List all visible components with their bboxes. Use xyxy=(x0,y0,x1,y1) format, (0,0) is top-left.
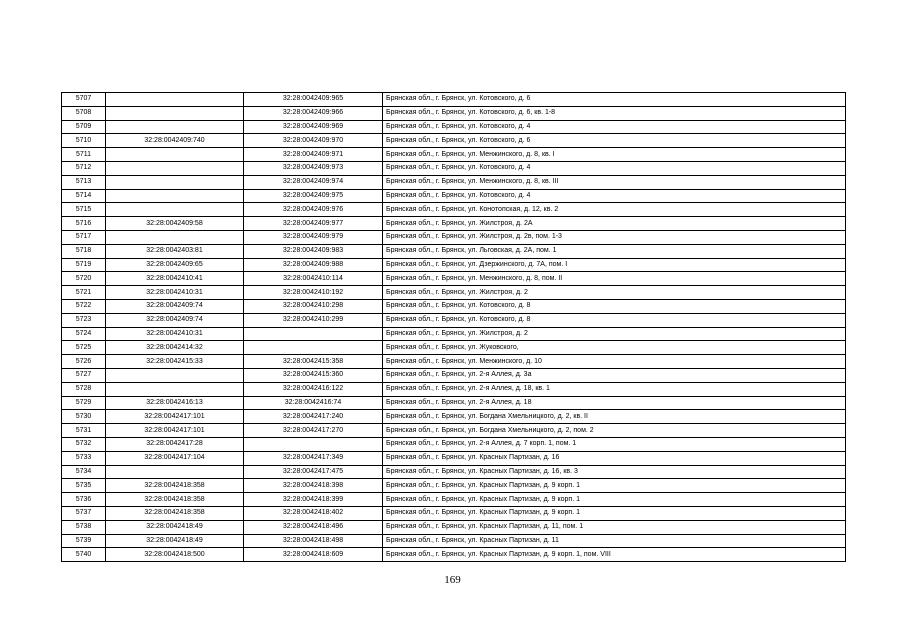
new-cadastral-number-cell xyxy=(244,437,383,451)
old-cadastral-number-cell: 32:28:0042415:33 xyxy=(106,355,244,369)
page-number: 169 xyxy=(444,574,461,586)
address-cell: Брянская обл., г. Брянск, ул. Красных Партизан, д. 9 корп. 1 xyxy=(383,479,846,493)
row-number-cell: 5708 xyxy=(62,106,106,120)
row-number-cell: 5713 xyxy=(62,175,106,189)
row-number-cell: 5725 xyxy=(62,341,106,355)
address-cell: Брянская обл., г. Брянск, ул. Красных Партизан, д. 16, кв. 3 xyxy=(383,465,846,479)
old-cadastral-number-cell: 32:28:0042418:500 xyxy=(106,548,244,562)
row-number-cell: 5724 xyxy=(62,327,106,341)
new-cadastral-number-cell: 32:28:0042409:974 xyxy=(244,175,383,189)
old-cadastral-number-cell: 32:28:0042403:81 xyxy=(106,244,244,258)
address-cell: Брянская обл., г. Брянск, ул. Жилстроя, д. 2А xyxy=(383,217,846,231)
row-number-cell: 5736 xyxy=(62,493,106,507)
row-number-cell: 5726 xyxy=(62,355,106,369)
table-row xyxy=(62,93,846,107)
new-cadastral-number-cell: 32:28:0042409:971 xyxy=(244,148,383,162)
row-number-cell: 5735 xyxy=(62,479,106,493)
old-cadastral-number-cell: 32:28:0042409:58 xyxy=(106,217,244,231)
row-number-cell: 5734 xyxy=(62,465,106,479)
new-cadastral-number-cell: 32:28:0042409:969 xyxy=(244,120,383,134)
new-cadastral-number-cell: 32:28:0042417:270 xyxy=(244,424,383,438)
address-cell: Брянская обл., г. Брянск, ул. 2-я Аллея, д. 18, кв. 1 xyxy=(383,382,846,396)
address-cell: Брянская обл., г. Брянск, ул. Жилстроя, д. 2 xyxy=(383,286,846,300)
row-number-cell: 5739 xyxy=(62,534,106,548)
address-cell: Брянская обл., г. Брянск, ул. Менжинского, д. 8, кв. III xyxy=(383,175,846,189)
row-number-cell: 5733 xyxy=(62,451,106,465)
table-row xyxy=(62,258,846,272)
old-cadastral-number-cell: 32:28:0042409:740 xyxy=(106,134,244,148)
new-cadastral-number-cell: 32:28:0042409:970 xyxy=(244,134,383,148)
old-cadastral-number-cell xyxy=(106,161,244,175)
table-row xyxy=(62,534,846,548)
table-row xyxy=(62,175,846,189)
row-number-cell: 5716 xyxy=(62,217,106,231)
new-cadastral-number-cell: 32:28:0042409:965 xyxy=(244,93,383,107)
address-cell: Брянская обл., г. Брянск, ул. Богдана Хмельницкого, д. 2, пом. 2 xyxy=(383,424,846,438)
old-cadastral-number-cell: 32:28:0042417:101 xyxy=(106,424,244,438)
address-cell: Брянская обл., г. Брянск, ул. Котовского, д. 6 xyxy=(383,93,846,107)
new-cadastral-number-cell: 32:28:0042418:402 xyxy=(244,506,383,520)
new-cadastral-number-cell: 32:28:0042417:240 xyxy=(244,410,383,424)
new-cadastral-number-cell: 32:28:0042418:399 xyxy=(244,493,383,507)
cadastral-table xyxy=(61,92,846,562)
new-cadastral-number-cell: 32:28:0042409:988 xyxy=(244,258,383,272)
address-cell: Брянская обл., г. Брянск, ул. Льговская, д. 2А, пом. 1 xyxy=(383,244,846,258)
row-number-cell: 5732 xyxy=(62,437,106,451)
old-cadastral-number-cell xyxy=(106,120,244,134)
address-cell: Брянская обл., г. Брянск, ул. Котовского, д. 6 xyxy=(383,134,846,148)
new-cadastral-number-cell: 32:28:0042409:973 xyxy=(244,161,383,175)
old-cadastral-number-cell xyxy=(106,203,244,217)
row-number-cell: 5731 xyxy=(62,424,106,438)
old-cadastral-number-cell xyxy=(106,465,244,479)
row-number-cell: 5737 xyxy=(62,506,106,520)
table-row xyxy=(62,520,846,534)
old-cadastral-number-cell: 32:28:0042410:41 xyxy=(106,272,244,286)
new-cadastral-number-cell: 32:28:0042415:358 xyxy=(244,355,383,369)
address-cell: Брянская обл., г. Брянск, ул. Менжинского, д. 8, кв. I xyxy=(383,148,846,162)
new-cadastral-number-cell: 32:28:0042417:475 xyxy=(244,465,383,479)
address-cell: Брянская обл., г. Брянск, ул. Жуковского, xyxy=(383,341,846,355)
old-cadastral-number-cell: 32:28:0042410:31 xyxy=(106,327,244,341)
new-cadastral-number-cell: 32:28:0042417:349 xyxy=(244,451,383,465)
new-cadastral-number-cell: 32:28:0042418:609 xyxy=(244,548,383,562)
table-row xyxy=(62,355,846,369)
new-cadastral-number-cell: 32:28:0042410:299 xyxy=(244,313,383,327)
row-number-cell: 5722 xyxy=(62,299,106,313)
old-cadastral-number-cell: 32:28:0042418:358 xyxy=(106,479,244,493)
old-cadastral-number-cell: 32:28:0042418:49 xyxy=(106,534,244,548)
old-cadastral-number-cell xyxy=(106,368,244,382)
row-number-cell: 5712 xyxy=(62,161,106,175)
address-cell: Брянская обл., г. Брянск, ул. Котовского, д. 8 xyxy=(383,299,846,313)
address-cell: Брянская обл., г. Брянск, ул. Красных Партизан, д. 16 xyxy=(383,451,846,465)
new-cadastral-number-cell: 32:28:0042416:122 xyxy=(244,382,383,396)
row-number-cell: 5721 xyxy=(62,286,106,300)
old-cadastral-number-cell xyxy=(106,106,244,120)
table-row xyxy=(62,244,846,258)
new-cadastral-number-cell: 32:28:0042418:398 xyxy=(244,479,383,493)
table-row xyxy=(62,189,846,203)
old-cadastral-number-cell: 32:28:0042418:358 xyxy=(106,493,244,507)
address-cell: Брянская обл., г. Брянск, ул. Котовского, д. 4 xyxy=(383,120,846,134)
address-cell: Брянская обл., г. Брянск, ул. Котовского, д. 4 xyxy=(383,189,846,203)
address-cell: Брянская обл., г. Брянск, ул. Красных Партизан, д. 11, пом. 1 xyxy=(383,520,846,534)
new-cadastral-number-cell: 32:28:0042409:976 xyxy=(244,203,383,217)
table-row xyxy=(62,120,846,134)
old-cadastral-number-cell: 32:28:0042409:74 xyxy=(106,313,244,327)
row-number-cell: 5728 xyxy=(62,382,106,396)
table-row xyxy=(62,437,846,451)
table-row xyxy=(62,368,846,382)
address-cell: Брянская обл., г. Брянск, ул. Красных Партизан, д. 11 xyxy=(383,534,846,548)
address-cell: Брянская обл., г. Брянск, ул. 2-я Аллея, д. 7 корп. 1, пом. 1 xyxy=(383,437,846,451)
table-row xyxy=(62,410,846,424)
old-cadastral-number-cell xyxy=(106,93,244,107)
table-row xyxy=(62,134,846,148)
old-cadastral-number-cell: 32:28:0042418:49 xyxy=(106,520,244,534)
table-row xyxy=(62,548,846,562)
old-cadastral-number-cell xyxy=(106,189,244,203)
address-cell: Брянская обл., г. Брянск, ул. Жилстроя, д. 2в, пом. 1-3 xyxy=(383,230,846,244)
table-row xyxy=(62,272,846,286)
old-cadastral-number-cell: 32:28:0042409:65 xyxy=(106,258,244,272)
old-cadastral-number-cell: 32:28:0042416:13 xyxy=(106,396,244,410)
old-cadastral-number-cell: 32:28:0042409:74 xyxy=(106,299,244,313)
old-cadastral-number-cell: 32:28:0042417:28 xyxy=(106,437,244,451)
old-cadastral-number-cell: 32:28:0042410:31 xyxy=(106,286,244,300)
table-row xyxy=(62,479,846,493)
table-row xyxy=(62,493,846,507)
address-cell: Брянская обл., г. Брянск, ул. Котовского, д. 8 xyxy=(383,313,846,327)
row-number-cell: 5717 xyxy=(62,230,106,244)
row-number-cell: 5719 xyxy=(62,258,106,272)
table-row xyxy=(62,217,846,231)
new-cadastral-number-cell: 32:28:0042409:977 xyxy=(244,217,383,231)
address-cell: Брянская обл., г. Брянск, ул. Красных Партизан, д. 9 корп. 1 xyxy=(383,493,846,507)
table-row xyxy=(62,286,846,300)
new-cadastral-number-cell: 32:28:0042409:975 xyxy=(244,189,383,203)
row-number-cell: 5740 xyxy=(62,548,106,562)
address-cell: Брянская обл., г. Брянск, ул. Котовского, д. 6, кв. 1-8 xyxy=(383,106,846,120)
old-cadastral-number-cell xyxy=(106,230,244,244)
row-number-cell: 5711 xyxy=(62,148,106,162)
table-row xyxy=(62,327,846,341)
table-row xyxy=(62,396,846,410)
new-cadastral-number-cell: 32:28:0042416:74 xyxy=(244,396,383,410)
row-number-cell: 5720 xyxy=(62,272,106,286)
table-row xyxy=(62,161,846,175)
address-cell: Брянская обл., г. Брянск, ул. Конотопская, д. 12, кв. 2 xyxy=(383,203,846,217)
new-cadastral-number-cell: 32:28:0042409:966 xyxy=(244,106,383,120)
new-cadastral-number-cell: 32:28:0042409:983 xyxy=(244,244,383,258)
address-cell: Брянская обл., г. Брянск, ул. Богдана Хмельницкого, д. 2, кв. II xyxy=(383,410,846,424)
table-row xyxy=(62,299,846,313)
new-cadastral-number-cell: 32:28:0042410:114 xyxy=(244,272,383,286)
row-number-cell: 5707 xyxy=(62,93,106,107)
row-number-cell: 5727 xyxy=(62,368,106,382)
new-cadastral-number-cell: 32:28:0042418:496 xyxy=(244,520,383,534)
new-cadastral-number-cell: 32:28:0042410:192 xyxy=(244,286,383,300)
address-cell: Брянская обл., г. Брянск, ул. Котовского, д. 4 xyxy=(383,161,846,175)
old-cadastral-number-cell xyxy=(106,148,244,162)
row-number-cell: 5710 xyxy=(62,134,106,148)
row-number-cell: 5738 xyxy=(62,520,106,534)
table-row xyxy=(62,203,846,217)
table-row xyxy=(62,313,846,327)
new-cadastral-number-cell: 32:28:0042418:498 xyxy=(244,534,383,548)
row-number-cell: 5709 xyxy=(62,120,106,134)
table-row xyxy=(62,506,846,520)
cadastral-table-body xyxy=(62,93,846,562)
new-cadastral-number-cell xyxy=(244,327,383,341)
table-row xyxy=(62,341,846,355)
table-row xyxy=(62,424,846,438)
old-cadastral-number-cell: 32:28:0042414:32 xyxy=(106,341,244,355)
table-row xyxy=(62,465,846,479)
row-number-cell: 5714 xyxy=(62,189,106,203)
new-cadastral-number-cell xyxy=(244,341,383,355)
address-cell: Брянская обл., г. Брянск, ул. Дзержинского, д. 7А, пом. I xyxy=(383,258,846,272)
old-cadastral-number-cell xyxy=(106,175,244,189)
old-cadastral-number-cell: 32:28:0042417:101 xyxy=(106,410,244,424)
address-cell: Брянская обл., г. Брянск, ул. Менжинского, д. 10 xyxy=(383,355,846,369)
address-cell: Брянская обл., г. Брянск, ул. Менжинского, д. 8, пом. II xyxy=(383,272,846,286)
table-row xyxy=(62,451,846,465)
row-number-cell: 5729 xyxy=(62,396,106,410)
new-cadastral-number-cell: 32:28:0042410:298 xyxy=(244,299,383,313)
new-cadastral-number-cell: 32:28:0042409:979 xyxy=(244,230,383,244)
row-number-cell: 5730 xyxy=(62,410,106,424)
row-number-cell: 5723 xyxy=(62,313,106,327)
row-number-cell: 5718 xyxy=(62,244,106,258)
address-cell: Брянская обл., г. Брянск, ул. 2-я Аллея, д. 18 xyxy=(383,396,846,410)
table-row xyxy=(62,106,846,120)
table-row xyxy=(62,230,846,244)
table-row xyxy=(62,382,846,396)
old-cadastral-number-cell: 32:28:0042418:358 xyxy=(106,506,244,520)
old-cadastral-number-cell xyxy=(106,382,244,396)
new-cadastral-number-cell: 32:28:0042415:360 xyxy=(244,368,383,382)
address-cell: Брянская обл., г. Брянск, ул. Красных Партизан, д. 9 корп. 1, пом. VIII xyxy=(383,548,846,562)
old-cadastral-number-cell: 32:28:0042417:104 xyxy=(106,451,244,465)
row-number-cell: 5715 xyxy=(62,203,106,217)
address-cell: Брянская обл., г. Брянск, ул. Жилстроя, д. 2 xyxy=(383,327,846,341)
address-cell: Брянская обл., г. Брянск, ул. 2-я Аллея, д. 3а xyxy=(383,368,846,382)
table-row xyxy=(62,148,846,162)
address-cell: Брянская обл., г. Брянск, ул. Красных Партизан, д. 9 корп. 1 xyxy=(383,506,846,520)
